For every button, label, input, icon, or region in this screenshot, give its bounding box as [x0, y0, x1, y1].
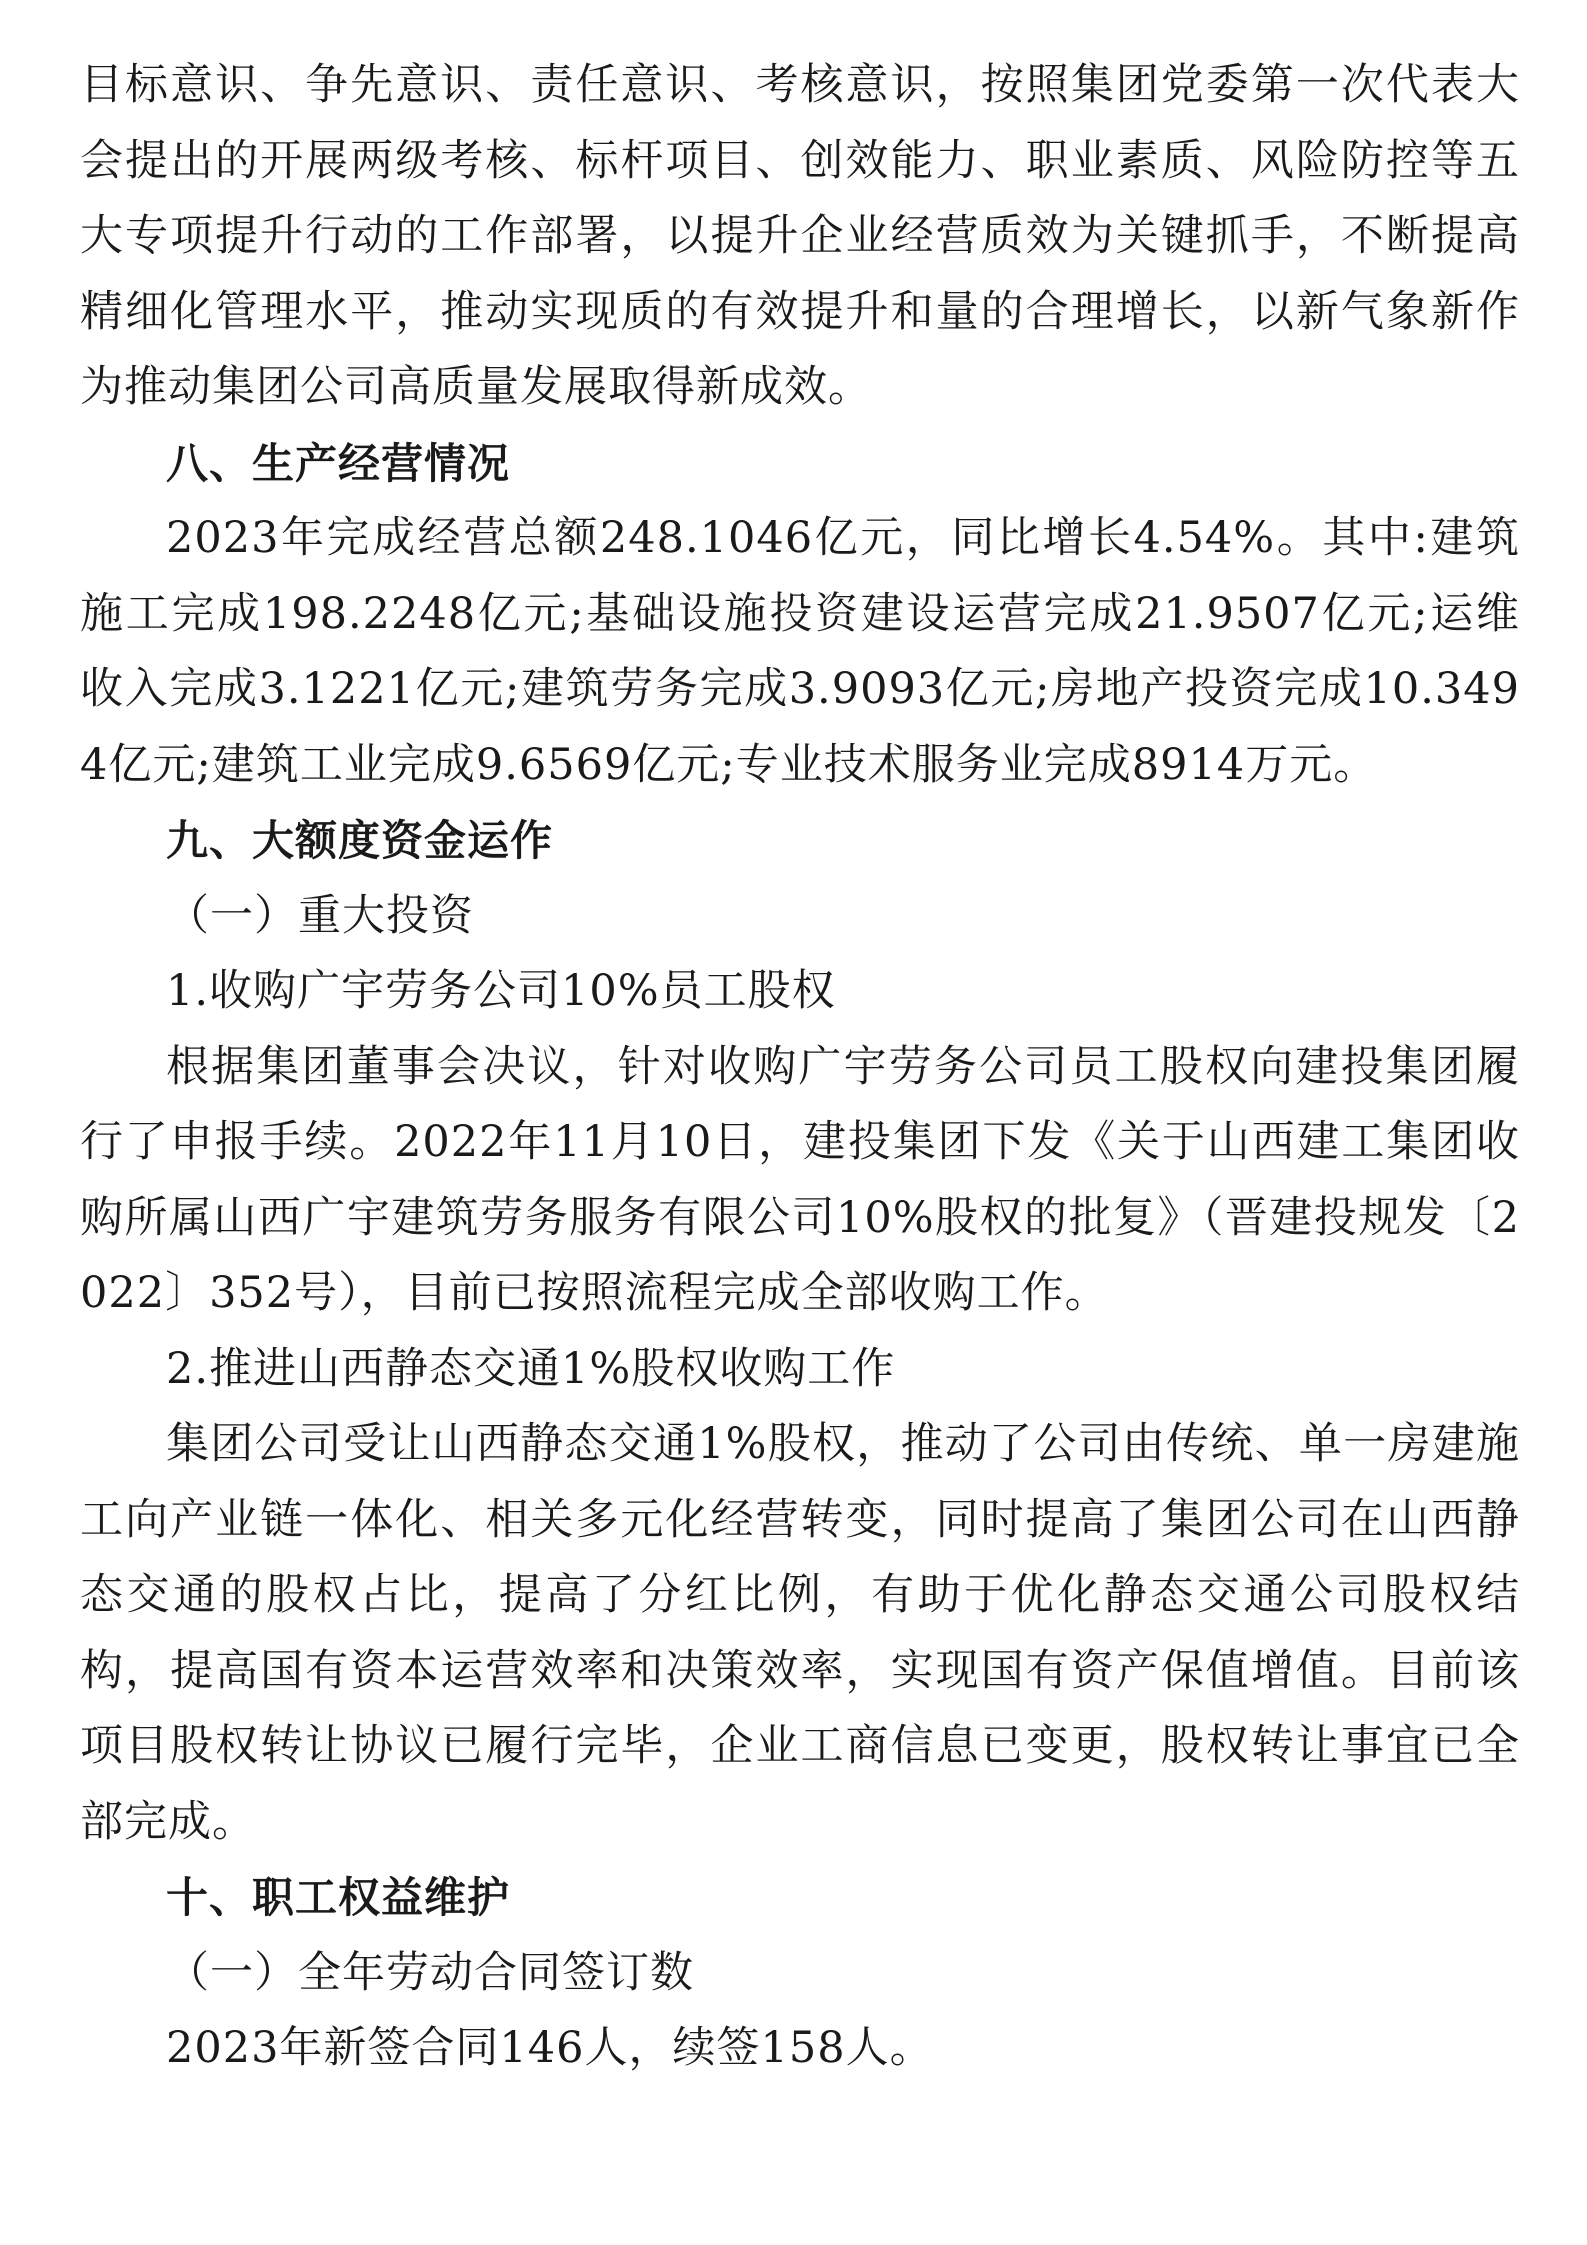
intro-paragraph: 目标意识、争先意识、责任意识、考核意识，按照集团党委第一次代表大会提出的开展两级考核、标杆项目、创效能力、职业素质、风险防控等五大专项提升行动的工作部署，以提升企业经营质效为关键抓手，不断提高精细化管理水平，推动实现质的有效提升和量的合理增长，以新气象新作为推动集团公司高质量发展取得新成效。 [80, 60, 1520, 412]
production-paragraph: 2023年完成经营总额248.1046亿元，同比增长4.54%。其中:建筑施工完成198.2248亿元;基础设施投资建设运营完成21.9507亿元;运维收入完成3.1221亿元;建筑劳务完成3.9093亿元;房地产投资完成10.3494亿元;建筑工业完成9.6569亿元;专业技术服务业完成8914万元。 [80, 513, 1520, 790]
labor-contracts-paragraph: 2023年新签合同146人，续签158人。 [166, 2023, 934, 2073]
static-traffic-paragraph: 集团公司受让山西静态交通1%股权，推动了公司由传统、单一房建施工向产业链一体化、相关多元化经营转变，同时提高了集团公司在山西静态交通的股权占比，提高了分红比例，有助于优化静态交通公司股权结构，提高国有资本运营效率和决策效率，实现国有资产保值增值。目前该项目股权转让协议已履行完毕，企业工商信息已变更，股权转让事宜已全部完成。 [80, 1419, 1520, 1847]
section-heading-capital: 九、大额度资金运作 [166, 816, 554, 865]
document-body [80, 48, 1520, 2087]
item-heading-guangyu: 1.收购广宇劳务公司10%员工股权 [166, 966, 836, 1016]
section-heading-production: 八、生产经营情况 [166, 438, 511, 488]
guangyu-paragraph: 根据集团董事会决议，针对收购广宇劳务公司员工股权向建投集团履行了申报手续。2022年11月10日，建投集团下发《关于山西建工集团收购所属山西广宇建筑劳务服务有限公司10%股权的批复》（晋建投规发〔2022〕352号），目前已按照流程完成全部收购工作。 [80, 1041, 1520, 1318]
subheading-major-investment: （一）重大投资 [166, 890, 474, 941]
section-heading-employee-rights: 十、职工权益维护 [166, 1873, 511, 1922]
item-heading-static-traffic: 2.推进山西静态交通1%股权收购工作 [166, 1343, 896, 1394]
subheading-labor-contracts: （一）全年劳动合同签订数 [166, 1947, 694, 1998]
